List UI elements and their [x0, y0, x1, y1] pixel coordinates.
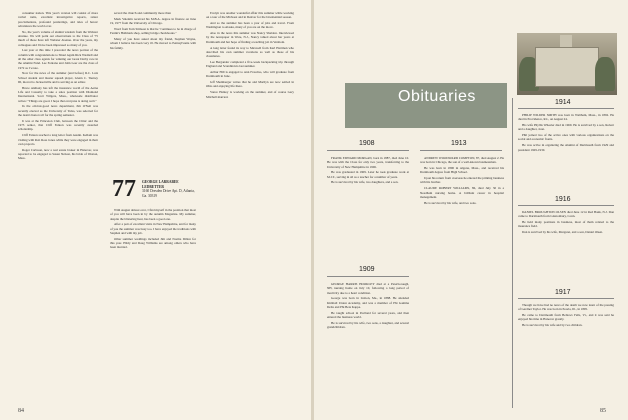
- paragraph: Many of you have asked about my friend, Stephen Wayne, whom I believe has been very ill. He moved to Pennsylvania with his family.: [110, 36, 196, 50]
- paragraph: Lee Bergander completed a five-week backpacking trip through England and Scandinavia last summer.: [206, 59, 294, 69]
- paragraph: And so the summer has been a year of jobs and travel. From Washington to Alaska, many of you are on the move.: [206, 21, 294, 30]
- paragraph: Jeff Shamberger writes that he and Marilyn are now settled in Ohio and enjoying life there.: [206, 80, 294, 89]
- obituary-column-1916: [518, 210, 614, 286]
- divider: [518, 298, 614, 299]
- paragraph: DANIEL BROUGHTON OLSEN died June 12 in Red Bank, N.J. Dan came to Dartmouth from Glastonbury, Conn.: [518, 210, 614, 219]
- left-column-1: [18, 11, 98, 409]
- paragraph: Upon his return from overseas he entered the printing business with his brother.: [420, 176, 504, 185]
- paragraph: Bruce Anthony has left the insurance world of the Aetna Life and Casualty to take a sales position with Diamond International. Scott Wilgers, Mass., wholesale distributor writes: "Things are good. I hope that everyone is doing well.": [18, 85, 98, 103]
- section-title: Obituaries: [398, 88, 476, 105]
- paragraph: Evelyn was another wonderful affair this summer while working on a tour of the Midwest and in Denver for the bicentennial season.: [206, 11, 294, 20]
- paragraph: In the old-but-good news department, Jim O'Neil was recently elected as the University of Tulsa, was selected for the dean's honor roll for the spring semester.: [18, 104, 98, 118]
- campus-photo: [517, 33, 617, 95]
- left-column-3: [206, 11, 294, 409]
- divider: [327, 150, 409, 151]
- year-heading-1916: 1916: [555, 196, 571, 203]
- obituary-column-1914: [518, 113, 614, 193]
- paragraph: He was active in organizing the Alumni of Dartmouth from 1929 and president 1929-1930.: [518, 143, 614, 152]
- paragraph: Vance Hanley is working on the summer, and of course Gary Mitchell married.: [206, 90, 294, 99]
- paragraph: No, the year's volume of alumni wisdom from the Wabster Avenue. We will point out observations to the Class of '75 much of those have left Webster Avenue. Over the years, my colleagues and I have been impressed so many of you.: [18, 29, 98, 47]
- paragraph: It was at the Princeton Club, between the Clinic and the 1973 senior, that Cliff Fenton was recently awarded scholarship.: [18, 118, 98, 132]
- paragraph: consumer nation. This year's version will consist of more verbal rams, excellent investigative reports, ranter proclamations, profound ponderings, and tales of heroic adventures the world over.: [18, 11, 98, 28]
- paragraph: served the church and community more than: [114, 11, 171, 15]
- page-number-left: 84: [18, 408, 24, 414]
- year-heading-1909: 1909: [359, 266, 375, 273]
- tree-shape: [595, 57, 615, 91]
- building-shape: [535, 47, 599, 87]
- paragraph: He was graduated in 1909. Later he took graduate work at M.I.T., serving in all as a teacher for a number of years.: [327, 170, 409, 179]
- paragraph: George was born in Lisbon, Me., in 1888. He attended Kimball Union Academy, and was a member of Phi Gamma Delta and Phi Beta Kappa.: [327, 296, 409, 309]
- column-divider: [512, 98, 513, 408]
- class-year-numeral: 77: [112, 176, 136, 202]
- paragraph: PHILIP WILDER SMITH was born in Waltham, Mass., in 1892. He died in Providence, R.I., on August 24.: [518, 113, 614, 122]
- paragraph: He taught school in Portland for several years, and then entered the business world.: [327, 310, 409, 320]
- year-heading-1914: 1914: [555, 99, 571, 106]
- paragraph: He is survived by his wife, two sons, a daughter, and several grandchildren.: [327, 320, 409, 330]
- year-heading-1908: 1908: [359, 140, 375, 147]
- obituary-column-1913: [420, 156, 504, 408]
- paragraph: Phil joined two of the active ones with various organizations on the social and economic fronts.: [518, 133, 614, 142]
- page-gutter: [311, 0, 314, 420]
- paragraph: Though we have had no news of the death we now learn of the passing of Gardner Taylor. He was born in Peoria, Ill., in 1895.: [518, 303, 614, 312]
- year-heading-1917: 1917: [555, 289, 571, 296]
- paragraph: He is survived by his wife, and two sons.: [424, 200, 477, 205]
- left-column-2-lower: [110, 208, 196, 408]
- divider: [420, 150, 502, 151]
- paragraph: He is survived by his wife and by two children.: [522, 323, 583, 328]
- paragraph: Word from Tom Stimson is that he "continues to be in charge of Fentin's Hallmark shop, selling bridge checkbooks.": [110, 26, 196, 36]
- class-secretary-address: [142, 180, 198, 198]
- paragraph: FRANK EDWARD MORGAN, born in 1887, died June 10. He was with the Class for only two years, transferring to the University of New Hampshire in 1906.: [327, 156, 409, 169]
- paragraph: GEORGE HARRIS HOOKLEY died at a Peterborough, NH, nursing home on July 10, following a long period of inactivity due to a heart condition.: [327, 282, 409, 295]
- left-column-2: [110, 11, 196, 171]
- paragraph: ANDREW WOODWARD COMPTON, 87, died August 2. He was born in Chicago, the son of a well-known businessman.: [420, 156, 504, 165]
- obituary-column-1909: [327, 282, 409, 408]
- paragraph: After a pair of excellent visits in New Hampshire, and for many of you the summer was busy too. I have enjoyed the traditions with Stephen and with my job.: [110, 222, 196, 235]
- paragraph: Mark Valentin received his M.B.A. degree in finance on June 19, 1977 from the University of Chicago.: [110, 16, 196, 26]
- divider: [518, 205, 614, 206]
- secretary-name: GEORGE LARRABEE LEDBETTER: [142, 180, 179, 189]
- paragraph: He came to Dartmouth from Bellows Falls, Vt., and it was said he enjoyed his time in Hanover greatly.: [518, 313, 614, 322]
- paragraph: Last year at this time I preceded the news portion of the column with congratulations to Shaul Agam Rick Waddell and all the other class agents for winning our Great Derby race in the Alumni Fund. Lee Fontana and John Leer are the class of 1972 as I wrote.: [18, 48, 98, 70]
- paragraph: Roger Carlsson, now a real estate broker in Hanover, was reported to be engaged to Susan Nelson, his bride of Weston, Mass.: [18, 147, 98, 161]
- paragraph: With August almost over, I find myself in the position that most of you will have been in by the autumn Magazine. My summer, despite the blistering heat, has been a good one.: [110, 208, 196, 221]
- page-number-right: 85: [600, 408, 606, 414]
- paragraph: A long letter found its way to Maxwell from Karl Hartman who described his own summer vacations as well as those of his classmates.: [206, 45, 294, 59]
- divider: [327, 276, 409, 277]
- divider: [518, 108, 614, 109]
- paragraph: Cliff Fenton reached a long letter from Austin. Kellam was visiting with Rob Ross Jones while they were engaged in their own projects.: [18, 133, 98, 146]
- paragraph: His wife Phyllis Wheeler died in 1969. He is survived by a son, Robert and a daughter, Joan.: [518, 123, 614, 132]
- paragraph: He held many positions in business, most of them related to the insurance field.: [518, 220, 614, 229]
- year-heading-1913: 1913: [451, 140, 467, 147]
- paragraph: He is survived by his wife, two daughters, and a son.: [331, 180, 399, 185]
- paragraph: Dan is survived by his wife, Margaret, and a son, Daniel Olsen.: [522, 230, 603, 235]
- secretary-address: 3160 Dresden Drive Apt. D, Atlanta, Ga. 30319: [142, 189, 195, 198]
- paragraph: Also in the news this summer was Nancy Sheldon. Interviewed by the newspaper in Ware, N.J., Nancy talked about her years at Dartmouth and her hope of finding a teaching job in Vermont.: [206, 31, 294, 44]
- paragraph: Now for the news of the summer (and before) R.C. Lutz School student and master squash player, Glenn C. Tierney III, moved to Jacksonville and is serving as an editor.: [18, 71, 98, 84]
- paragraph: He was born in 1890 in Algona, Mass., and received his Dartmouth degree from High School.: [420, 166, 504, 175]
- obituary-column-1908: [327, 156, 409, 262]
- paragraph: Other summer weddings included Jim and Norma Dillon for this year. Hildy and Doug Williams are among others who have been married.: [110, 236, 196, 250]
- paragraph: CLAUDE ROBERT WILLIAMS, 86, died July 30 in a Needham nursing home. A brilliant career in hospital management.: [420, 186, 504, 199]
- obituary-column-1917: [518, 303, 614, 407]
- paragraph: Arthur Hill is engaged to Ann Frascino, who will graduate from Dartmouth in June.: [206, 70, 294, 79]
